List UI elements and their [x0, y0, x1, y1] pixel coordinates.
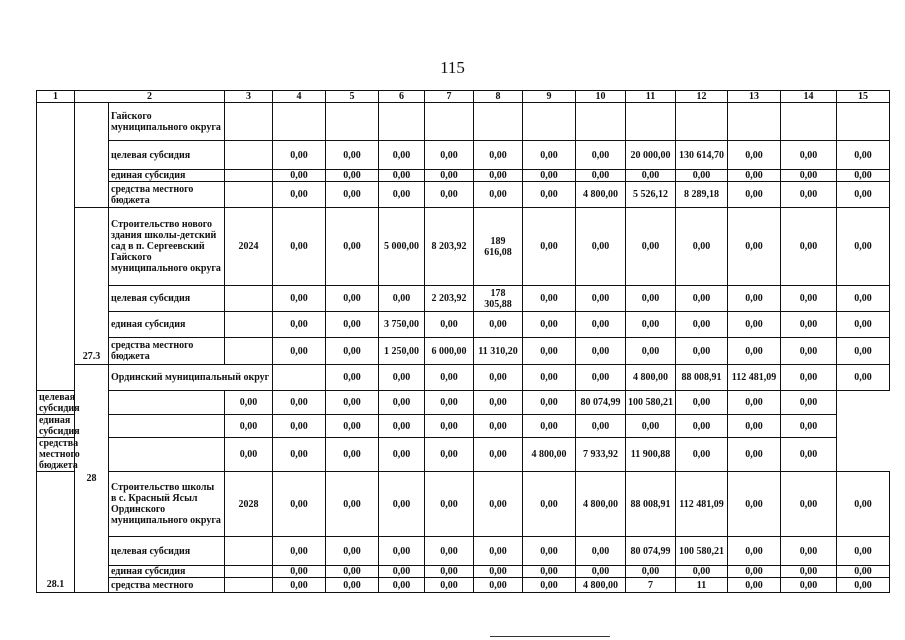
- value-cell: 0,00: [676, 208, 728, 286]
- value-cell: 0,00: [728, 141, 781, 170]
- value-cell: 11 900,88: [626, 438, 676, 472]
- value-cell: 0,00: [837, 170, 890, 182]
- value-cell: 0,00: [273, 312, 326, 338]
- header-cell: 1: [37, 91, 75, 103]
- subgroup-index-28-1: 28.1: [37, 472, 75, 593]
- value-cell: 0,00: [326, 391, 379, 415]
- value-cell: 0,00: [837, 286, 890, 312]
- value-cell: [523, 103, 576, 141]
- value-cell: 0,00: [273, 170, 326, 182]
- value-cell: 0,00: [626, 338, 676, 365]
- value-cell: 4 800,00: [576, 578, 626, 593]
- row-label: Ординский муниципальный округ: [109, 365, 273, 391]
- row-label: Строительство школы в с. Красный Ясыл Ординского муниципального округа: [109, 472, 225, 537]
- value-cell: 0,00: [626, 566, 676, 578]
- value-cell: 0,00: [576, 170, 626, 182]
- value-cell: 0,00: [576, 415, 626, 438]
- object-row-28-1: [37, 472, 890, 537]
- value-cell: 0,00: [837, 338, 890, 365]
- value-cell: 0,00: [425, 365, 474, 391]
- value-cell: 0,00: [523, 537, 576, 566]
- value-cell: 0,00: [576, 537, 626, 566]
- value-cell: 0,00: [273, 537, 326, 566]
- value-cell: 0,00: [837, 312, 890, 338]
- single-subsidy-row: [37, 415, 890, 438]
- value-cell: 0,00: [837, 566, 890, 578]
- value-cell: 0,00: [728, 415, 781, 438]
- value-cell: 0,00: [425, 141, 474, 170]
- value-cell: 0,00: [576, 365, 626, 391]
- value-cell: 0,00: [474, 578, 523, 593]
- value-cell: 0,00: [626, 415, 676, 438]
- header-cell: 8: [474, 91, 523, 103]
- value-cell: 0,00: [676, 438, 728, 472]
- value-cell: 6 000,00: [425, 338, 474, 365]
- value-cell: 0,00: [326, 208, 379, 286]
- year-cell: [225, 170, 273, 182]
- value-cell: 0,00: [326, 338, 379, 365]
- value-cell: 88 008,91: [676, 365, 728, 391]
- value-cell: 0,00: [225, 415, 273, 438]
- value-cell: 0,00: [474, 141, 523, 170]
- value-cell: 0,00: [728, 312, 781, 338]
- year-cell: [109, 391, 225, 415]
- value-cell: 0,00: [781, 286, 837, 312]
- row-label: единая субсидия: [109, 170, 225, 182]
- group-index-27: [37, 103, 75, 391]
- value-cell: 0,00: [576, 312, 626, 338]
- value-cell: 0,00: [781, 472, 837, 537]
- value-cell: 0,00: [273, 438, 326, 472]
- value-cell: 0,00: [626, 170, 676, 182]
- header-cell: 10: [576, 91, 626, 103]
- value-cell: 0,00: [676, 415, 728, 438]
- value-cell: 0,00: [781, 566, 837, 578]
- target-subsidy-row: [37, 141, 890, 170]
- value-cell: 0,00: [425, 312, 474, 338]
- value-cell: 0,00: [273, 286, 326, 312]
- value-cell: 0,00: [523, 415, 576, 438]
- header-cell: 9: [523, 91, 576, 103]
- object-row-27-3: [37, 208, 890, 286]
- value-cell: 0,00: [425, 472, 474, 537]
- row-label: средства местного бюджета: [109, 338, 225, 365]
- value-cell: 4 800,00: [626, 365, 676, 391]
- value-cell: 0,00: [781, 438, 837, 472]
- value-cell: 0,00: [576, 141, 626, 170]
- target-subsidy-row: [37, 537, 890, 566]
- row-label: целевая субсидия: [109, 537, 225, 566]
- value-cell: 0,00: [781, 141, 837, 170]
- value-cell: 0,00: [379, 391, 425, 415]
- value-cell: 0,00: [474, 472, 523, 537]
- row-label: целевая субсидия: [37, 391, 109, 415]
- value-cell: 0,00: [676, 566, 728, 578]
- value-cell: 7 933,92: [576, 438, 626, 472]
- value-cell: 0,00: [425, 415, 474, 438]
- value-cell: 0,00: [728, 566, 781, 578]
- budget-table: [36, 90, 890, 593]
- value-cell: 0,00: [425, 182, 474, 208]
- value-cell: 2 203,92: [425, 286, 474, 312]
- value-cell: 0,00: [474, 170, 523, 182]
- value-cell: 0,00: [523, 566, 576, 578]
- value-cell: 0,00: [326, 312, 379, 338]
- district-row-gaysky: [37, 103, 890, 141]
- value-cell: 0,00: [474, 566, 523, 578]
- value-cell: [273, 103, 326, 141]
- value-cell: 0,00: [837, 365, 890, 391]
- value-cell: 0,00: [523, 286, 576, 312]
- target-subsidy-row: [37, 286, 890, 312]
- value-cell: 0,00: [326, 365, 379, 391]
- row-label: единая субсидия: [109, 312, 225, 338]
- value-cell: 112 481,09: [676, 472, 728, 537]
- header-cell: 11: [626, 91, 676, 103]
- header-cell: 6: [379, 91, 425, 103]
- value-cell: 0,00: [728, 472, 781, 537]
- single-subsidy-row: [37, 566, 890, 578]
- value-cell: 0,00: [576, 208, 626, 286]
- value-cell: 0,00: [425, 170, 474, 182]
- value-cell: 0,00: [523, 338, 576, 365]
- value-cell: 0,00: [576, 566, 626, 578]
- value-cell: 0,00: [425, 438, 474, 472]
- header-cell: 13: [728, 91, 781, 103]
- row-label: целевая субсидия: [109, 286, 225, 312]
- value-cell: 0,00: [523, 141, 576, 170]
- value-cell: 0,00: [474, 365, 523, 391]
- value-cell: 0,00: [728, 338, 781, 365]
- value-cell: 0,00: [379, 537, 425, 566]
- value-cell: 0,00: [576, 286, 626, 312]
- value-cell: [626, 103, 676, 141]
- year-cell: [225, 286, 273, 312]
- value-cell: [326, 103, 379, 141]
- value-cell: 0,00: [837, 141, 890, 170]
- value-cell: 8 203,92: [425, 208, 474, 286]
- value-cell: 0,00: [425, 566, 474, 578]
- value-cell: 0,00: [379, 578, 425, 593]
- value-cell: 0,00: [326, 415, 379, 438]
- value-cell: 88 008,91: [626, 472, 676, 537]
- value-cell: 0,00: [225, 438, 273, 472]
- value-cell: 0,00: [474, 415, 523, 438]
- header-cell: 14: [781, 91, 837, 103]
- year-cell: [225, 141, 273, 170]
- value-cell: 0,00: [379, 141, 425, 170]
- value-cell: 0,00: [837, 472, 890, 537]
- value-cell: 1 250,00: [379, 338, 425, 365]
- value-cell: 0,00: [837, 182, 890, 208]
- local-budget-row: [37, 182, 890, 208]
- value-cell: 0,00: [576, 338, 626, 365]
- value-cell: 0,00: [676, 312, 728, 338]
- value-cell: 11: [676, 578, 728, 593]
- subgroup-index-blank: [75, 103, 109, 208]
- header-cell: 4: [273, 91, 326, 103]
- year-cell: 2028: [225, 472, 273, 537]
- value-cell: 0,00: [523, 312, 576, 338]
- value-cell: 0,00: [326, 537, 379, 566]
- value-cell: 5 000,00: [379, 208, 425, 286]
- value-cell: 0,00: [523, 170, 576, 182]
- value-cell: 189 616,08: [474, 208, 523, 286]
- value-cell: 0,00: [273, 182, 326, 208]
- value-cell: 0,00: [728, 182, 781, 208]
- value-cell: 112 481,09: [728, 365, 781, 391]
- value-cell: 0,00: [379, 286, 425, 312]
- value-cell: 0,00: [781, 537, 837, 566]
- value-cell: 0,00: [781, 312, 837, 338]
- row-label: средства местного: [109, 578, 225, 593]
- value-cell: [425, 103, 474, 141]
- value-cell: 0,00: [326, 286, 379, 312]
- value-cell: 0,00: [326, 141, 379, 170]
- value-cell: 0,00: [273, 391, 326, 415]
- value-cell: 11 310,20: [474, 338, 523, 365]
- value-cell: 0,00: [474, 537, 523, 566]
- row-label: единая субсидия: [37, 415, 109, 438]
- value-cell: 0,00: [676, 286, 728, 312]
- value-cell: 0,00: [837, 578, 890, 593]
- row-label: средства местного бюджета: [109, 182, 225, 208]
- value-cell: 0,00: [523, 182, 576, 208]
- value-cell: [781, 103, 837, 141]
- value-cell: 0,00: [379, 438, 425, 472]
- value-cell: 0,00: [626, 312, 676, 338]
- value-cell: 3 750,00: [379, 312, 425, 338]
- header-cell: 15: [837, 91, 890, 103]
- year-cell: [225, 578, 273, 593]
- year-cell: [109, 438, 225, 472]
- value-cell: 0,00: [379, 182, 425, 208]
- value-cell: 0,00: [781, 338, 837, 365]
- row-label: Строительство нового здания школы-детский сад в п. Сергеевский Гайского муниципального округа: [109, 208, 225, 286]
- value-cell: 8 289,18: [676, 182, 728, 208]
- value-cell: [837, 103, 890, 141]
- local-budget-row: [37, 338, 890, 365]
- value-cell: 0,00: [273, 578, 326, 593]
- value-cell: 0,00: [626, 286, 676, 312]
- value-cell: 0,00: [781, 182, 837, 208]
- value-cell: 0,00: [273, 566, 326, 578]
- value-cell: 0,00: [273, 472, 326, 537]
- value-cell: 7: [626, 578, 676, 593]
- value-cell: 0,00: [326, 566, 379, 578]
- value-cell: 4 800,00: [523, 438, 576, 472]
- value-cell: 0,00: [728, 438, 781, 472]
- value-cell: 0,00: [837, 208, 890, 286]
- header-cell: 5: [326, 91, 379, 103]
- value-cell: 0,00: [425, 391, 474, 415]
- value-cell: [576, 103, 626, 141]
- header-row: [37, 91, 890, 103]
- local-budget-row: [37, 438, 890, 472]
- value-cell: 0,00: [728, 391, 781, 415]
- value-cell: 0,00: [781, 208, 837, 286]
- year-cell: [225, 103, 273, 141]
- value-cell: 0,00: [781, 170, 837, 182]
- value-cell: 0,00: [728, 578, 781, 593]
- year-cell: [225, 182, 273, 208]
- value-cell: 0,00: [273, 338, 326, 365]
- header-cell: 3: [225, 91, 273, 103]
- row-label: целевая субсидия: [109, 141, 225, 170]
- year-cell: 2024: [225, 208, 273, 286]
- value-cell: [728, 103, 781, 141]
- target-subsidy-row: [37, 391, 890, 415]
- year-cell: [225, 537, 273, 566]
- value-cell: 4 800,00: [576, 182, 626, 208]
- value-cell: 0,00: [728, 208, 781, 286]
- row-label: Гайского муниципального округа: [109, 103, 225, 141]
- value-cell: [676, 103, 728, 141]
- value-cell: 0,00: [273, 208, 326, 286]
- value-cell: 0,00: [326, 472, 379, 537]
- value-cell: 0,00: [425, 578, 474, 593]
- value-cell: 0,00: [523, 391, 576, 415]
- value-cell: 0,00: [676, 338, 728, 365]
- value-cell: 0,00: [379, 566, 425, 578]
- value-cell: 5 526,12: [626, 182, 676, 208]
- value-cell: 0,00: [326, 578, 379, 593]
- single-subsidy-row: [37, 170, 890, 182]
- value-cell: 20 000,00: [626, 141, 676, 170]
- district-row-ordinsky: [37, 365, 890, 391]
- value-cell: 0,00: [326, 438, 379, 472]
- year-cell: [273, 365, 326, 391]
- value-cell: 130 614,70: [676, 141, 728, 170]
- value-cell: 0,00: [273, 415, 326, 438]
- subgroup-index-27-3: 27.3: [75, 208, 109, 365]
- value-cell: 0,00: [474, 438, 523, 472]
- value-cell: 80 074,99: [626, 537, 676, 566]
- value-cell: 0,00: [379, 415, 425, 438]
- value-cell: 0,00: [676, 391, 728, 415]
- value-cell: 0,00: [474, 182, 523, 208]
- value-cell: 0,00: [225, 391, 273, 415]
- value-cell: 0,00: [379, 170, 425, 182]
- single-subsidy-row: [37, 312, 890, 338]
- year-cell: [225, 566, 273, 578]
- header-cell: 12: [676, 91, 728, 103]
- footer-rule: [490, 636, 610, 637]
- value-cell: 0,00: [676, 170, 728, 182]
- value-cell: 4 800,00: [576, 472, 626, 537]
- value-cell: [474, 103, 523, 141]
- value-cell: 100 580,21: [676, 537, 728, 566]
- value-cell: 178 305,88: [474, 286, 523, 312]
- value-cell: 0,00: [523, 472, 576, 537]
- value-cell: 0,00: [728, 170, 781, 182]
- local-budget-row: [37, 578, 890, 593]
- value-cell: 0,00: [523, 365, 576, 391]
- group-index-28: 28: [75, 365, 109, 593]
- page-number: 115: [440, 58, 465, 77]
- value-cell: 80 074,99: [576, 391, 626, 415]
- value-cell: 0,00: [379, 365, 425, 391]
- year-cell: [109, 415, 225, 438]
- value-cell: 0,00: [474, 391, 523, 415]
- row-label: единая субсидия: [109, 566, 225, 578]
- row-label: средства местного бюджета: [37, 438, 109, 472]
- value-cell: 100 580,21: [626, 391, 676, 415]
- value-cell: 0,00: [474, 312, 523, 338]
- value-cell: [379, 103, 425, 141]
- value-cell: 0,00: [781, 365, 837, 391]
- value-cell: 0,00: [326, 170, 379, 182]
- value-cell: 0,00: [425, 537, 474, 566]
- value-cell: 0,00: [273, 141, 326, 170]
- header-cell: 7: [425, 91, 474, 103]
- value-cell: 0,00: [728, 537, 781, 566]
- value-cell: 0,00: [523, 208, 576, 286]
- header-cell: 2: [75, 91, 225, 103]
- year-cell: [225, 338, 273, 365]
- value-cell: 0,00: [781, 415, 837, 438]
- value-cell: 0,00: [781, 578, 837, 593]
- value-cell: 0,00: [781, 391, 837, 415]
- value-cell: 0,00: [837, 537, 890, 566]
- value-cell: 0,00: [379, 472, 425, 537]
- value-cell: 0,00: [728, 286, 781, 312]
- value-cell: 0,00: [626, 208, 676, 286]
- year-cell: [225, 312, 273, 338]
- value-cell: 0,00: [326, 182, 379, 208]
- value-cell: 0,00: [523, 578, 576, 593]
